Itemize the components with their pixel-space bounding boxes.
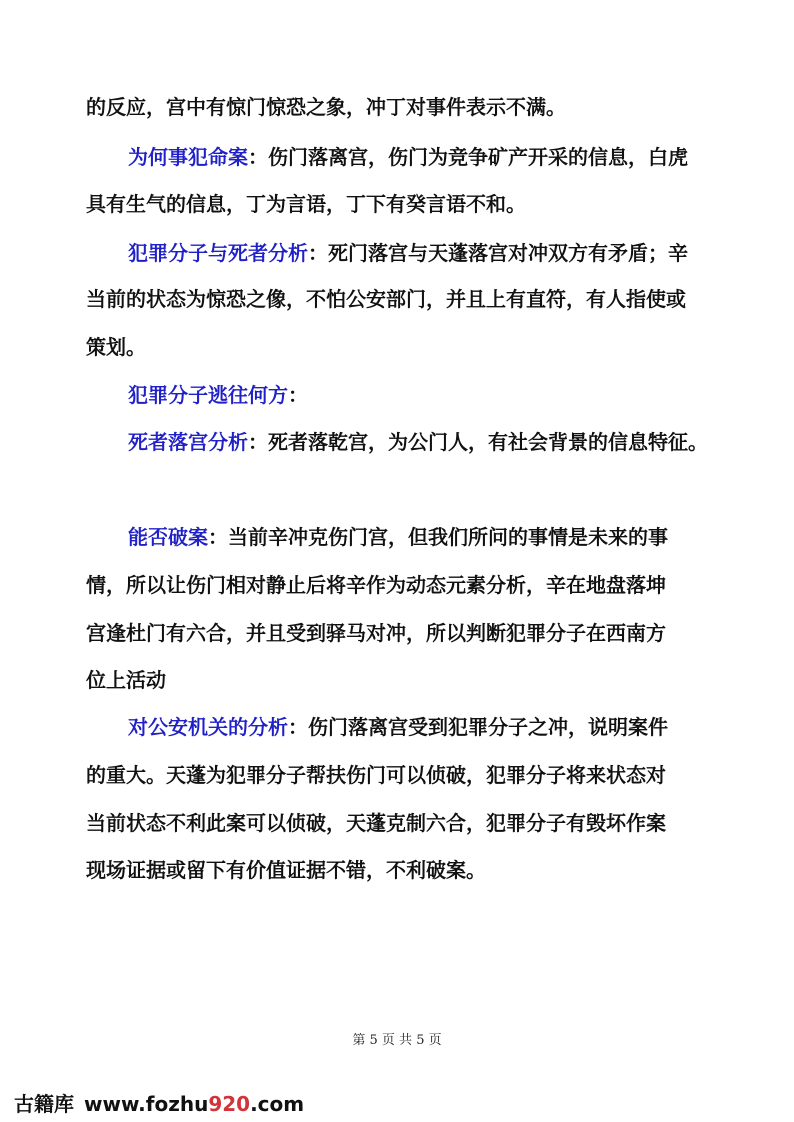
- paragraph-line: [128, 523, 768, 551]
- paragraph-line: [128, 713, 768, 741]
- paragraph-line: [86, 809, 726, 837]
- paragraph-line: [86, 571, 726, 599]
- text: 当前状态不利此案可以侦破，天蓬克制六合，犯罪分子有毁坏作案: [86, 811, 666, 835]
- paragraph-line: [86, 761, 726, 789]
- section-heading: 死者落宫分析: [128, 430, 248, 454]
- text: ：伤门落离宫，伤门为竞争矿产开采的信息，白虎: [248, 145, 688, 169]
- text: 策划。: [86, 335, 146, 359]
- page-number-footer: 第 5 页 共 5 页: [352, 1033, 442, 1048]
- watermark-url-number: 920: [208, 1092, 251, 1116]
- watermark-name: 古籍库: [14, 1092, 74, 1116]
- text: 当前的状态为惊恐之像，不怕公安部门，并且上有直符，有人指使或: [86, 287, 686, 311]
- text: 的反应，宫中有惊门惊恐之象，冲丁对事件表示不满。: [86, 95, 566, 119]
- text: ：当前辛冲克伤门宫，但我们所问的事情是未来的事: [208, 525, 668, 549]
- text: ：死者落乾宫，为公门人，有社会背景的信息特征。: [248, 430, 708, 454]
- paragraph-line: [128, 143, 768, 171]
- text: 现场证据或留下有价值证据不错，不利破案。: [86, 858, 486, 882]
- paragraph-line: [86, 285, 726, 313]
- text: 宫逢杜门有六合，并且受到驿马对冲，所以判断犯罪分子在西南方: [86, 621, 666, 645]
- paragraph-line: [86, 93, 726, 121]
- watermark-url-prefix: www.fozhu: [84, 1092, 209, 1116]
- paragraph-line: [86, 619, 726, 647]
- section-heading: 能否破案: [128, 525, 208, 549]
- text: 具有生气的信息，丁为言语，丁下有癸言语不和。: [86, 192, 526, 216]
- paragraph-line: [86, 666, 726, 694]
- paragraph-line: [86, 856, 726, 884]
- text: 位上活动: [86, 668, 166, 692]
- paragraph-line: [128, 239, 768, 267]
- section-heading: 犯罪分子逃往何方: [128, 383, 288, 407]
- paragraph-line: [86, 190, 726, 218]
- text: ：: [288, 383, 308, 407]
- text: ：死门落宫与天蓬落宫对冲双方有矛盾；辛: [308, 241, 688, 265]
- watermark-url-suffix: .com: [250, 1092, 305, 1116]
- paragraph-line: [128, 381, 768, 409]
- section-heading: 犯罪分子与死者分析: [128, 241, 308, 265]
- text: ：伤门落离宫受到犯罪分子之冲，说明案件: [288, 715, 668, 739]
- watermark: [14, 1088, 304, 1117]
- paragraph-line: [128, 428, 768, 456]
- section-heading: 为何事犯命案: [128, 145, 248, 169]
- section-heading: 对公安机关的分析: [128, 715, 288, 739]
- text: 情，所以让伤门相对静止后将辛作为动态元素分析，辛在地盘落坤: [86, 573, 666, 597]
- paragraph-line: [86, 333, 726, 361]
- text: 的重大。天蓬为犯罪分子帮扶伤门可以侦破，犯罪分子将来状态对: [86, 763, 666, 787]
